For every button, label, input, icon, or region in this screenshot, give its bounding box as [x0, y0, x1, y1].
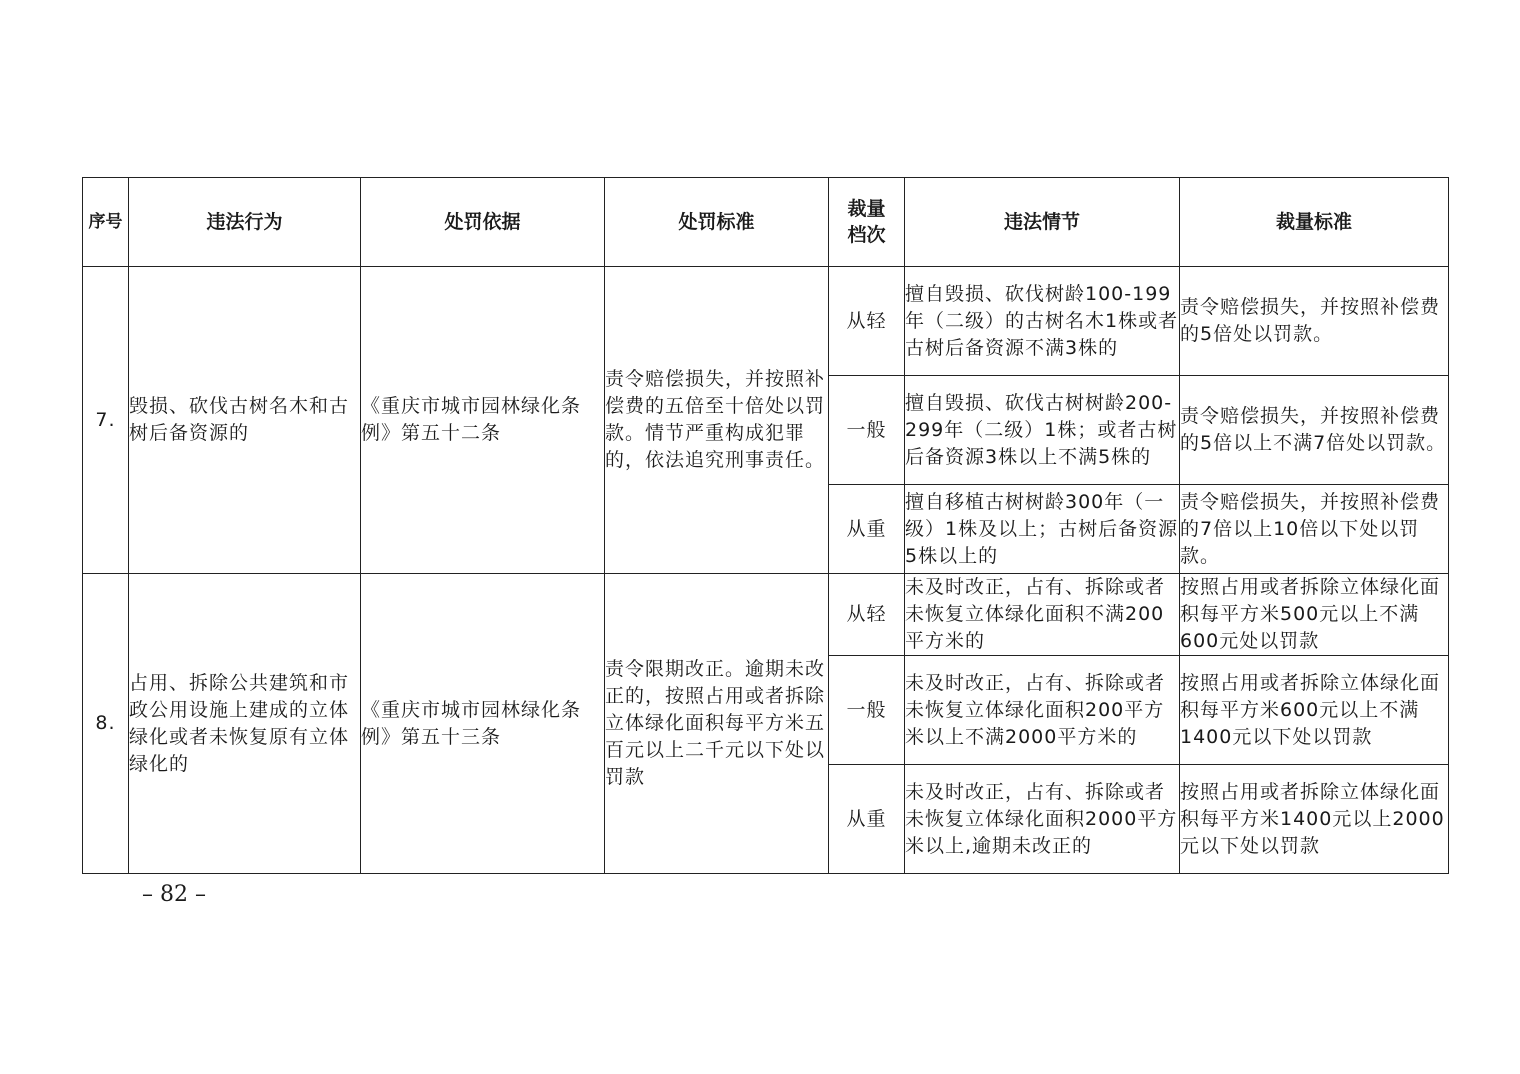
- grade-cell: 从轻: [829, 574, 905, 656]
- table-row: [83, 267, 1449, 376]
- grade-cell: 从轻: [829, 267, 905, 376]
- discretion-cell: 责令赔偿损失，并按照补偿费的5倍处以罚款。: [1180, 267, 1449, 376]
- row-basis: 《重庆市城市园林绿化条例》第五十二条: [361, 267, 605, 574]
- circumstance-cell: 擅自毁损、砍伐古树树龄200-299年（二级）1株；或者古树后备资源3株以上不满5株的: [905, 376, 1180, 485]
- row-standard: 责令赔偿损失，并按照补偿费的五倍至十倍处以罚款。情节严重构成犯罪的，依法追究刑事责任。: [605, 267, 829, 574]
- grade-cell: 一般: [829, 376, 905, 485]
- circumstance-cell: 未及时改正，占有、拆除或者未恢复立体绿化面积2000平方米以上,逾期未改正的: [905, 765, 1180, 874]
- page-number: – 82 –: [142, 882, 206, 907]
- row-standard: 责令限期改正。逾期未改正的，按照占用或者拆除立体绿化面积每平方米五百元以上二千元以下处以罚款: [605, 574, 829, 874]
- header-basis: 处罚依据: [361, 178, 605, 267]
- circumstance-cell: 擅自移植古树树龄300年（一级）1株及以上；古树后备资源5株以上的: [905, 485, 1180, 574]
- header-circumstance: 违法情节: [905, 178, 1180, 267]
- header-row: [83, 178, 1449, 267]
- discretion-cell: 责令赔偿损失，并按照补偿费的5倍以上不满7倍处以罚款。: [1180, 376, 1449, 485]
- row-seq: 7.: [83, 267, 129, 574]
- circumstance-cell: 擅自毁损、砍伐树龄100-199年（二级）的古树名木1株或者古树后备资源不满3株的: [905, 267, 1180, 376]
- grade-cell: 从重: [829, 485, 905, 574]
- header-behavior: 违法行为: [129, 178, 361, 267]
- header-seq: 序号: [83, 178, 129, 267]
- header-grade: 裁量档次: [829, 178, 905, 267]
- circumstance-cell: 未及时改正，占有、拆除或者未恢复立体绿化面积不满200平方米的: [905, 574, 1180, 656]
- grade-cell: 从重: [829, 765, 905, 874]
- row-behavior: 毁损、砍伐古树名木和古树后备资源的: [129, 267, 361, 574]
- grade-cell: 一般: [829, 656, 905, 765]
- discretion-cell: 按照占用或者拆除立体绿化面积每平方米500元以上不满600元处以罚款: [1180, 574, 1449, 656]
- circumstance-cell: 未及时改正，占有、拆除或者未恢复立体绿化面积200平方米以上不满2000平方米的: [905, 656, 1180, 765]
- header-standard: 处罚标准: [605, 178, 829, 267]
- table-row: [83, 574, 1449, 656]
- row-behavior: 占用、拆除公共建筑和市政公用设施上建成的立体绿化或者未恢复原有立体绿化的: [129, 574, 361, 874]
- header-discretion: 裁量标准: [1180, 178, 1449, 267]
- row-basis: 《重庆市城市园林绿化条例》第五十三条: [361, 574, 605, 874]
- discretion-cell: 按照占用或者拆除立体绿化面积每平方米1400元以上2000元以下处以罚款: [1180, 765, 1449, 874]
- discretion-cell: 按照占用或者拆除立体绿化面积每平方米600元以上不满1400元以下处以罚款: [1180, 656, 1449, 765]
- penalty-discretion-table: [82, 177, 1449, 874]
- discretion-cell: 责令赔偿损失，并按照补偿费的7倍以上10倍以下处以罚款。: [1180, 485, 1449, 574]
- row-seq: 8.: [83, 574, 129, 874]
